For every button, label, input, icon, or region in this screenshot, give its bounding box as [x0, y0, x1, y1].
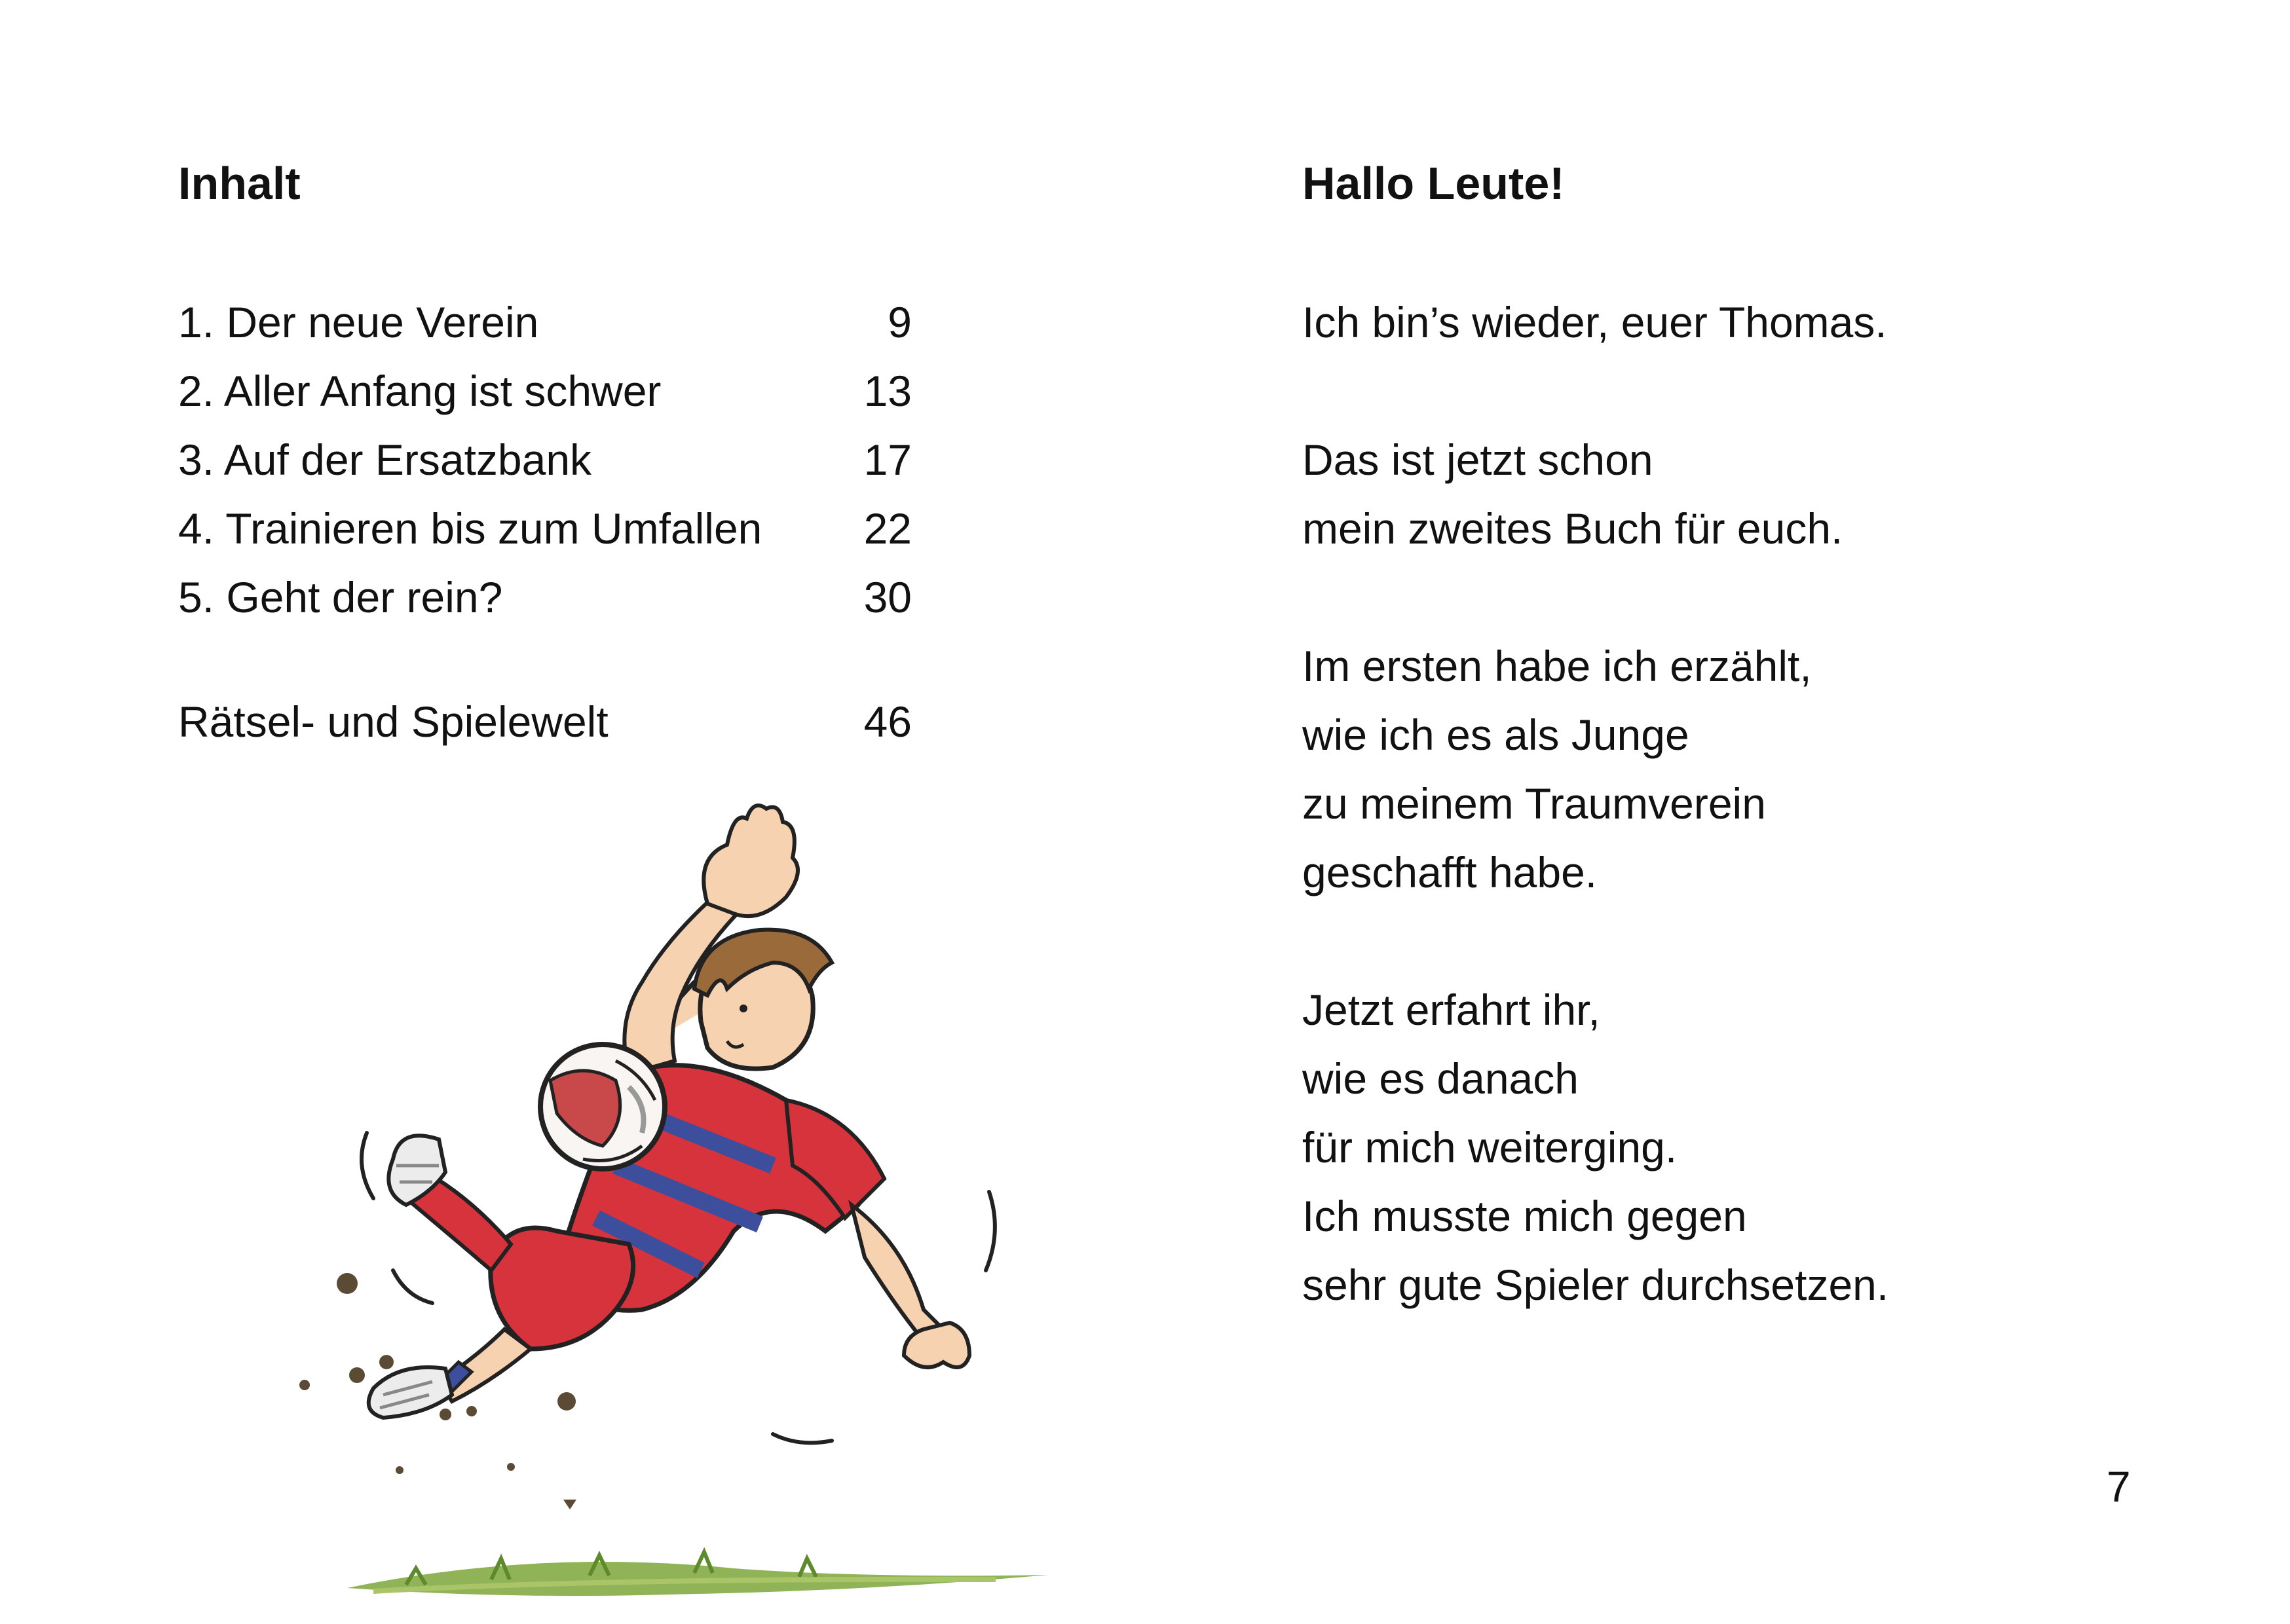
intro-text [1302, 288, 2219, 1320]
text-line: wie es danach [1302, 1054, 1579, 1103]
toc-entry-label: 3. Auf der Ersatzbank [178, 435, 592, 484]
text-line: wie ich es als Junge [1302, 710, 1689, 759]
text-line: für mich weiterging. [1302, 1123, 1678, 1172]
toc-entry-page: 22 [863, 504, 912, 553]
table-of-contents [178, 288, 912, 756]
toc-entry-label: 5. Geht der rein? [178, 573, 503, 621]
grass-patch [347, 1552, 1048, 1596]
player-head [694, 930, 832, 1069]
toc-entry-label: 4. Trainieren bis zum Umfallen [178, 504, 762, 553]
toc-entry-page: 13 [863, 367, 912, 415]
toc-entry-label: 2. Aller Anfang ist schwer [178, 367, 662, 415]
page-number: 7 [2107, 1462, 2131, 1511]
text-line: Jetzt erfahrt ihr, [1302, 986, 1600, 1034]
toc-entry-page: 17 [863, 435, 912, 484]
text-line: mein zweites Buch für euch. [1302, 504, 1843, 553]
text-line: Das ist jetzt schon [1302, 435, 1653, 484]
toc-entry [178, 357, 912, 426]
toc-entry [178, 288, 912, 357]
football [540, 1044, 665, 1169]
footballer-illustration [275, 773, 1061, 1624]
toc-entry-page: 30 [863, 573, 912, 621]
toc-entry [178, 688, 912, 756]
intro-title: Hallo Leute! [1302, 158, 1565, 209]
text-line: sehr gute Spieler durchsetzen. [1302, 1261, 1889, 1309]
text-line: geschafft habe. [1302, 848, 1598, 896]
text-line: zu meinem Traumverein [1302, 779, 1766, 828]
text-line: Ich musste mich gegen [1302, 1192, 1747, 1240]
toc-entry-page: 46 [863, 697, 912, 746]
text-line: Ich bin’s wieder, euer Thomas. [1302, 298, 1887, 346]
toc-entry-label: Rätsel- und Spielewelt [178, 697, 609, 746]
right-page [1145, 0, 2290, 1624]
toc-title: Inhalt [178, 158, 301, 209]
toc-entry-label: 1. Der neue Verein [178, 298, 539, 346]
toc-entry [178, 494, 912, 563]
toc-entry-page: 9 [888, 298, 912, 346]
toc-entry [178, 426, 912, 494]
toc-entry [178, 563, 912, 632]
text-line: Im ersten habe ich erzählt, [1302, 642, 1812, 690]
